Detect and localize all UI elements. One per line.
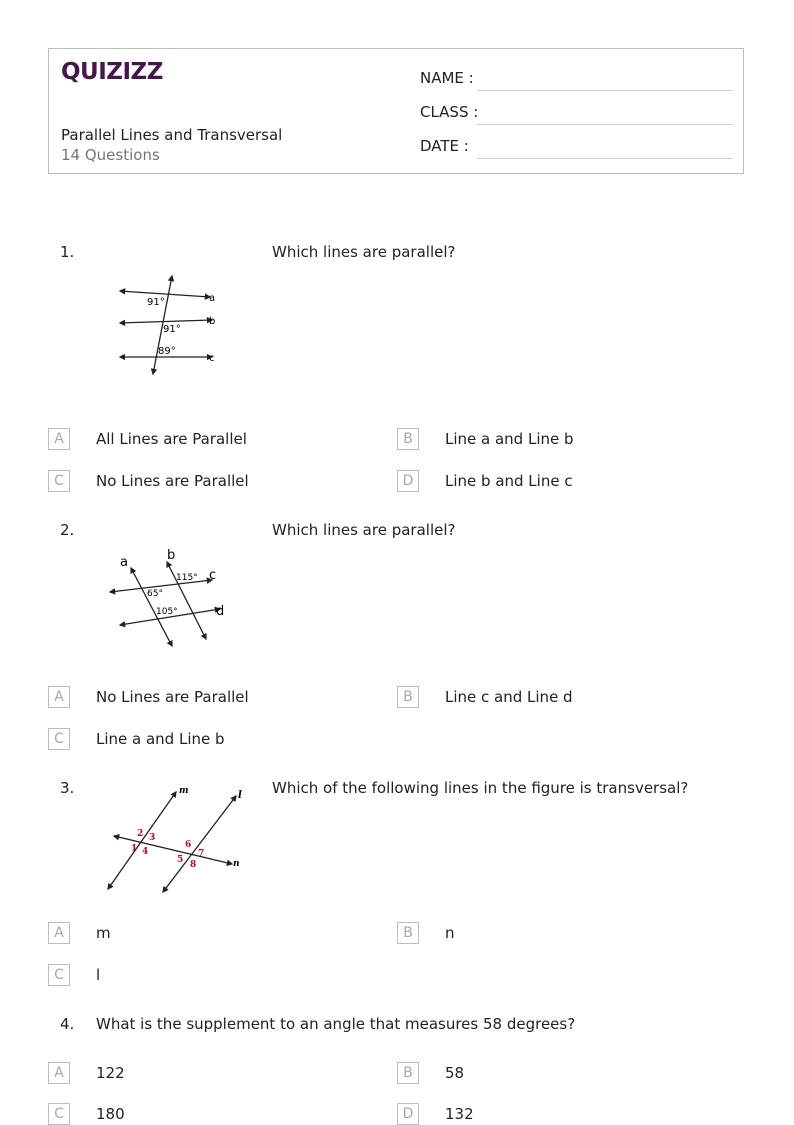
line-label: m bbox=[179, 786, 189, 796]
option-a-text[interactable]: No Lines are Parallel bbox=[96, 688, 249, 706]
line-m bbox=[108, 792, 176, 889]
question-count: 14 Questions bbox=[61, 146, 160, 164]
option-a-text[interactable]: All Lines are Parallel bbox=[96, 430, 247, 448]
angle-label: 65° bbox=[147, 589, 163, 599]
line-label: c bbox=[209, 568, 217, 583]
class-label: CLASS : bbox=[420, 103, 479, 121]
angle-number: 3 bbox=[149, 833, 156, 843]
question-3-number: 3. bbox=[60, 779, 75, 797]
option-d-letter[interactable]: D bbox=[397, 470, 419, 492]
angle-number: 1 bbox=[131, 844, 138, 854]
angle-number: 6 bbox=[185, 840, 192, 850]
option-b-text[interactable]: 58 bbox=[445, 1064, 465, 1082]
option-a-text[interactable]: m bbox=[96, 924, 111, 942]
option-d-letter[interactable]: D bbox=[397, 1103, 419, 1125]
question-3-text: Which of the following lines in the figure is transversal? bbox=[272, 779, 689, 797]
line-label: a bbox=[209, 293, 216, 304]
option-d-text[interactable]: 132 bbox=[445, 1105, 474, 1123]
line-label: d bbox=[216, 604, 225, 619]
line-label: a bbox=[120, 555, 128, 570]
option-b-text[interactable]: Line a and Line b bbox=[445, 430, 574, 448]
option-b-text[interactable]: Line c and Line d bbox=[445, 688, 573, 706]
angle-label: 105° bbox=[156, 607, 178, 617]
question-2-figure bbox=[104, 545, 236, 651]
option-a-letter[interactable]: A bbox=[48, 1062, 70, 1084]
line-b bbox=[120, 320, 212, 323]
option-b-letter[interactable]: B bbox=[397, 1062, 419, 1084]
name-line[interactable] bbox=[477, 90, 733, 91]
option-a-letter[interactable]: A bbox=[48, 428, 70, 450]
option-b-letter[interactable]: B bbox=[397, 922, 419, 944]
question-2-text: Which lines are parallel? bbox=[272, 521, 456, 539]
line-label: n bbox=[233, 859, 240, 869]
option-a-letter[interactable]: A bbox=[48, 686, 70, 708]
angle-number: 2 bbox=[137, 829, 144, 839]
angle-label: 89° bbox=[158, 346, 176, 357]
option-c-text[interactable]: No Lines are Parallel bbox=[96, 472, 249, 490]
question-2-number: 2. bbox=[60, 521, 75, 539]
line-label: c bbox=[209, 353, 215, 364]
angle-number: 5 bbox=[177, 855, 184, 865]
quizizz-logo: QUIZIZZ bbox=[61, 59, 163, 85]
angle-number: 7 bbox=[198, 849, 205, 859]
line-label: l bbox=[238, 790, 242, 801]
angle-number: 4 bbox=[142, 847, 149, 857]
angle-label: 91° bbox=[147, 297, 165, 308]
line-label: b bbox=[209, 316, 216, 327]
option-c-text[interactable]: l bbox=[96, 966, 101, 984]
option-c-text[interactable]: 180 bbox=[96, 1105, 125, 1123]
option-c-text[interactable]: Line a and Line b bbox=[96, 730, 225, 748]
question-1-number: 1. bbox=[60, 243, 75, 261]
line-a bbox=[120, 291, 210, 297]
line-label: b bbox=[167, 548, 176, 563]
option-d-text[interactable]: Line b and Line c bbox=[445, 472, 573, 490]
date-label: DATE : bbox=[420, 137, 469, 155]
name-label: NAME : bbox=[420, 69, 474, 87]
worksheet-title: Parallel Lines and Transversal bbox=[61, 126, 283, 144]
class-line[interactable] bbox=[477, 124, 733, 125]
angle-label: 115° bbox=[176, 573, 198, 583]
question-4-text: What is the supplement to an angle that measures 58 degrees? bbox=[96, 1015, 576, 1033]
option-a-text[interactable]: 122 bbox=[96, 1064, 125, 1082]
option-c-letter[interactable]: C bbox=[48, 728, 70, 750]
line-l bbox=[163, 796, 236, 892]
date-line[interactable] bbox=[477, 158, 733, 159]
worksheet-header bbox=[48, 48, 744, 174]
angle-number: 8 bbox=[190, 860, 197, 870]
option-b-text[interactable]: n bbox=[445, 924, 455, 942]
angle-label: 91° bbox=[163, 324, 181, 335]
option-c-letter[interactable]: C bbox=[48, 964, 70, 986]
option-b-letter[interactable]: B bbox=[397, 428, 419, 450]
question-1-text: Which lines are parallel? bbox=[272, 243, 456, 261]
option-b-letter[interactable]: B bbox=[397, 686, 419, 708]
question-4-number: 4. bbox=[60, 1015, 75, 1033]
option-c-letter[interactable]: C bbox=[48, 1103, 70, 1125]
question-3-figure bbox=[100, 782, 250, 894]
question-1-figure bbox=[112, 270, 224, 378]
option-c-letter[interactable]: C bbox=[48, 470, 70, 492]
option-a-letter[interactable]: A bbox=[48, 922, 70, 944]
